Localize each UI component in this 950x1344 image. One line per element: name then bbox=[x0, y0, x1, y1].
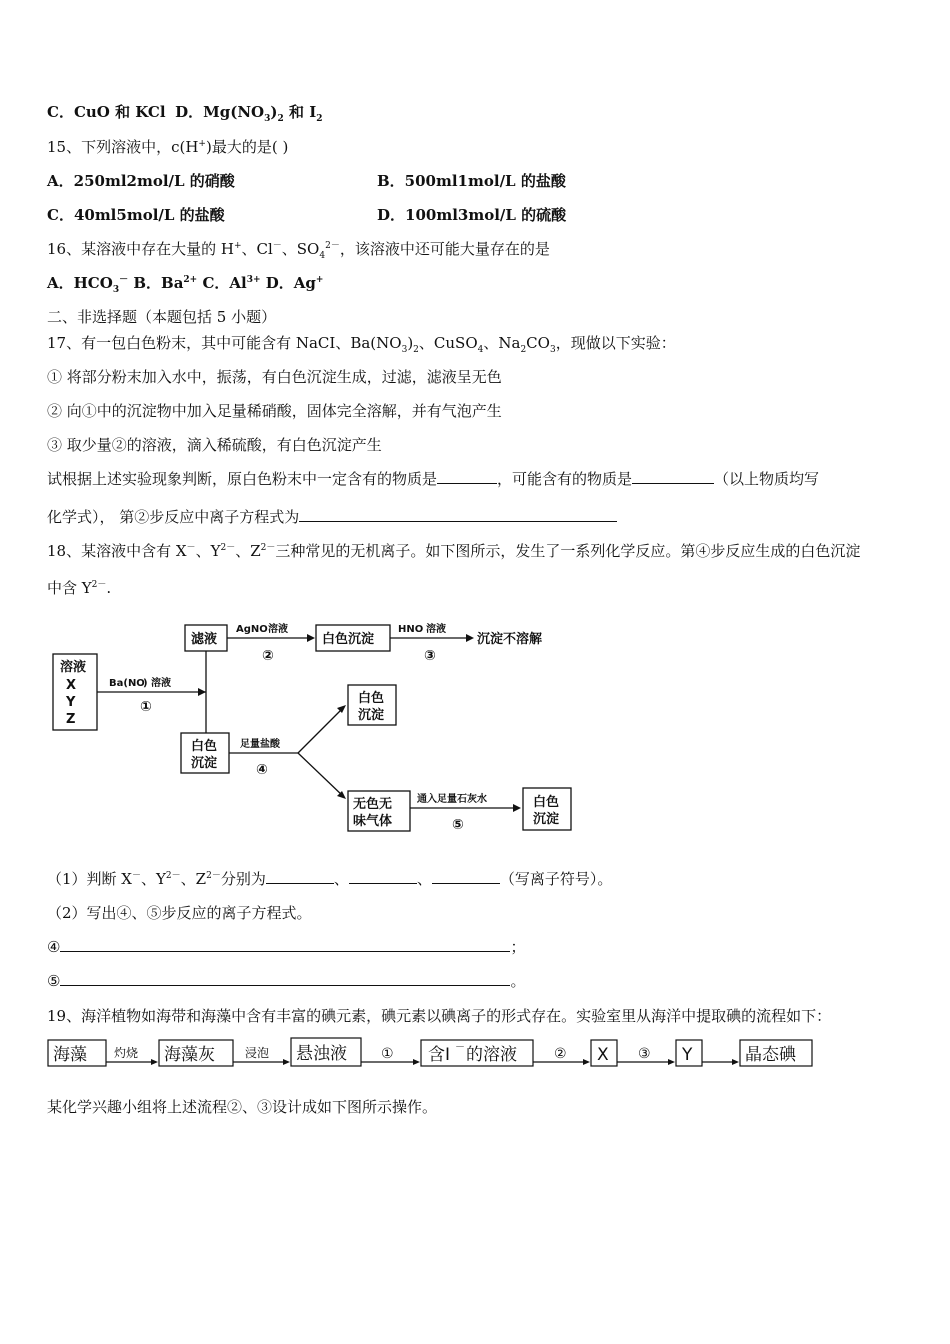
diagram-labels bbox=[60, 622, 559, 833]
q16-stem: 16、某溶液中存在大量的 H+、Cl－、$SO_4^{2-}$，该溶液中还可能大量存在的是 bbox=[47, 240, 550, 261]
q15-stem: 15、下列溶液中，c(H+)最大的是( ) bbox=[47, 138, 289, 156]
svg-text:无色无: 无色无 bbox=[353, 797, 393, 812]
svg-text:晶态碘: 晶态碘 bbox=[745, 1045, 796, 1065]
q16-options: A．$HCO_3^-$ B．$Ba^{2+}$ C．$Al^{3+}$ D．Ag+ bbox=[47, 274, 324, 295]
q15-option-b: B．500ml1mol/L 的盐酸 bbox=[377, 172, 566, 190]
q19-flow-diagram bbox=[0, 1034, 950, 1070]
q18-question-1: （1）判断 X－、$Y^{2-}$、$Z^{2-}$分别为 、 、 （写离子符号）。 bbox=[47, 870, 613, 888]
q17-step-1: ① 将部分粉末加入水中，振荡，有白色沉淀生成，过滤，滤液呈无色 bbox=[47, 368, 502, 386]
svg-text:⑤: ⑤ bbox=[452, 817, 464, 833]
q17-question-cont: 化学式）， 第②步反应中离子方程式为 bbox=[47, 507, 617, 527]
answer-blank[interactable] bbox=[60, 971, 510, 986]
svg-text:白色: 白色 bbox=[191, 739, 218, 754]
q17-step-3: ③ 取少量②的溶液，滴入稀硫酸，有白色沉淀产生 bbox=[47, 436, 382, 454]
svg-text:Y: Y bbox=[682, 1045, 693, 1065]
answer-blank[interactable] bbox=[349, 869, 417, 884]
q17-question: 试根据上述实验现象判断，原白色粉末中一定含有的物质是 ，可能含有的物质是 （以上物质均写 bbox=[47, 470, 820, 488]
q18-answer-4: ④ ； bbox=[47, 938, 526, 956]
svg-text:海藻灰: 海藻灰 bbox=[164, 1045, 215, 1065]
svg-text:足量盐酸: 足量盐酸 bbox=[240, 739, 280, 750]
svg-text:②: ② bbox=[554, 1046, 567, 1062]
svg-text:③: ③ bbox=[424, 648, 436, 664]
svg-text:沉淀: 沉淀 bbox=[533, 812, 560, 827]
svg-text:白色沉淀: 白色沉淀 bbox=[322, 632, 375, 647]
q17-step-2: ② 向①中的沉淀物中加入足量稀硝酸，固体完全溶解，并有气泡产生 bbox=[47, 402, 502, 420]
svg-text:白色: 白色 bbox=[533, 795, 560, 810]
svg-text:海藻: 海藻 bbox=[53, 1045, 87, 1065]
q14-option-c: C．CuO 和 KCl bbox=[47, 103, 166, 121]
svg-text:白色: 白色 bbox=[358, 691, 385, 706]
svg-text:Y: Y bbox=[66, 695, 76, 710]
svg-text:③: ③ bbox=[638, 1046, 651, 1062]
q18-reaction-diagram bbox=[0, 610, 950, 845]
svg-text:沉淀不溶解: 沉淀不溶解 bbox=[477, 632, 543, 647]
svg-text:溶液: 溶液 bbox=[426, 624, 446, 635]
q18-stem: 18、某溶液中含有 X－、$Y^{2-}$、$Z^{2-}$三种常见的无机离子。如下图所示，发生了一系列化学反应。第④步反应生成的白色沉淀 bbox=[47, 542, 861, 560]
svg-text:②: ② bbox=[262, 648, 274, 664]
svg-text:Z: Z bbox=[66, 712, 76, 727]
svg-text:味气体: 味气体 bbox=[353, 814, 393, 829]
svg-text:X: X bbox=[66, 678, 77, 693]
answer-blank[interactable] bbox=[432, 869, 500, 884]
svg-text:含I: 含I bbox=[428, 1045, 451, 1065]
answer-blank[interactable] bbox=[60, 937, 510, 952]
svg-text:－: － bbox=[455, 1042, 465, 1053]
svg-text:①: ① bbox=[140, 699, 152, 715]
svg-text:灼烧: 灼烧 bbox=[114, 1046, 139, 1060]
svg-text:) 溶液: ) 溶液 bbox=[143, 678, 172, 689]
svg-text:AgNO: AgNO bbox=[236, 624, 268, 635]
svg-text:滤液: 滤液 bbox=[191, 632, 218, 647]
answer-blank[interactable] bbox=[266, 869, 334, 884]
svg-text:④: ④ bbox=[256, 762, 268, 778]
answer-blank[interactable] bbox=[437, 469, 497, 484]
q18-stem-cont: 中含 $Y^{2-}$. bbox=[47, 579, 112, 597]
q15-option-c: C．40ml5mol/L 的盐酸 bbox=[47, 206, 225, 224]
q15-option-a: A．250ml2mol/L 的硝酸 bbox=[47, 172, 235, 190]
svg-text:沉淀: 沉淀 bbox=[191, 756, 218, 771]
q19-tail: 某化学兴趣小组将上述流程②、③设计成如下图所示操作。 bbox=[47, 1098, 438, 1116]
svg-text:X: X bbox=[597, 1045, 609, 1065]
q19-stem: 19、海洋植物如海带和海藻中含有丰富的碘元素，碘元素以碘离子的形式存在。实验室里从海洋中提取碘的流程如下： bbox=[47, 1007, 832, 1025]
q18-answer-5: ⑤ 。 bbox=[47, 972, 526, 990]
q14-option-d: D．$Mg(NO_3)_2$ 和 $I_2$ bbox=[175, 103, 323, 124]
q15-option-d: D．100ml3mol/L 的硫酸 bbox=[377, 206, 567, 224]
q14-options bbox=[47, 102, 322, 122]
section-heading: 二、非选择题（本题包括 5 小题） bbox=[47, 308, 277, 326]
answer-blank[interactable] bbox=[299, 507, 617, 522]
svg-text:的溶液: 的溶液 bbox=[466, 1045, 517, 1065]
svg-text:浸泡: 浸泡 bbox=[245, 1046, 270, 1060]
svg-text:通入足量石灰水: 通入足量石灰水 bbox=[417, 794, 487, 805]
svg-text:Ba(NO: Ba(NO bbox=[109, 678, 145, 689]
answer-blank[interactable] bbox=[632, 469, 714, 484]
svg-text:HNO: HNO bbox=[398, 624, 424, 635]
svg-text:①: ① bbox=[381, 1046, 394, 1062]
q17-stem: 17、有一包白色粉末，其中可能含有 NaCI、$Ba(NO_3)_2$、CuSO$_4$、$Na_2CO_3$，现做以下实验： bbox=[47, 334, 676, 355]
svg-text:沉淀: 沉淀 bbox=[358, 708, 385, 723]
svg-text:悬浊液: 悬浊液 bbox=[296, 1044, 347, 1064]
svg-text:溶液: 溶液 bbox=[60, 660, 87, 675]
svg-text:溶液: 溶液 bbox=[268, 624, 288, 635]
q18-question-2: （2）写出④、⑤步反应的离子方程式。 bbox=[47, 904, 312, 922]
